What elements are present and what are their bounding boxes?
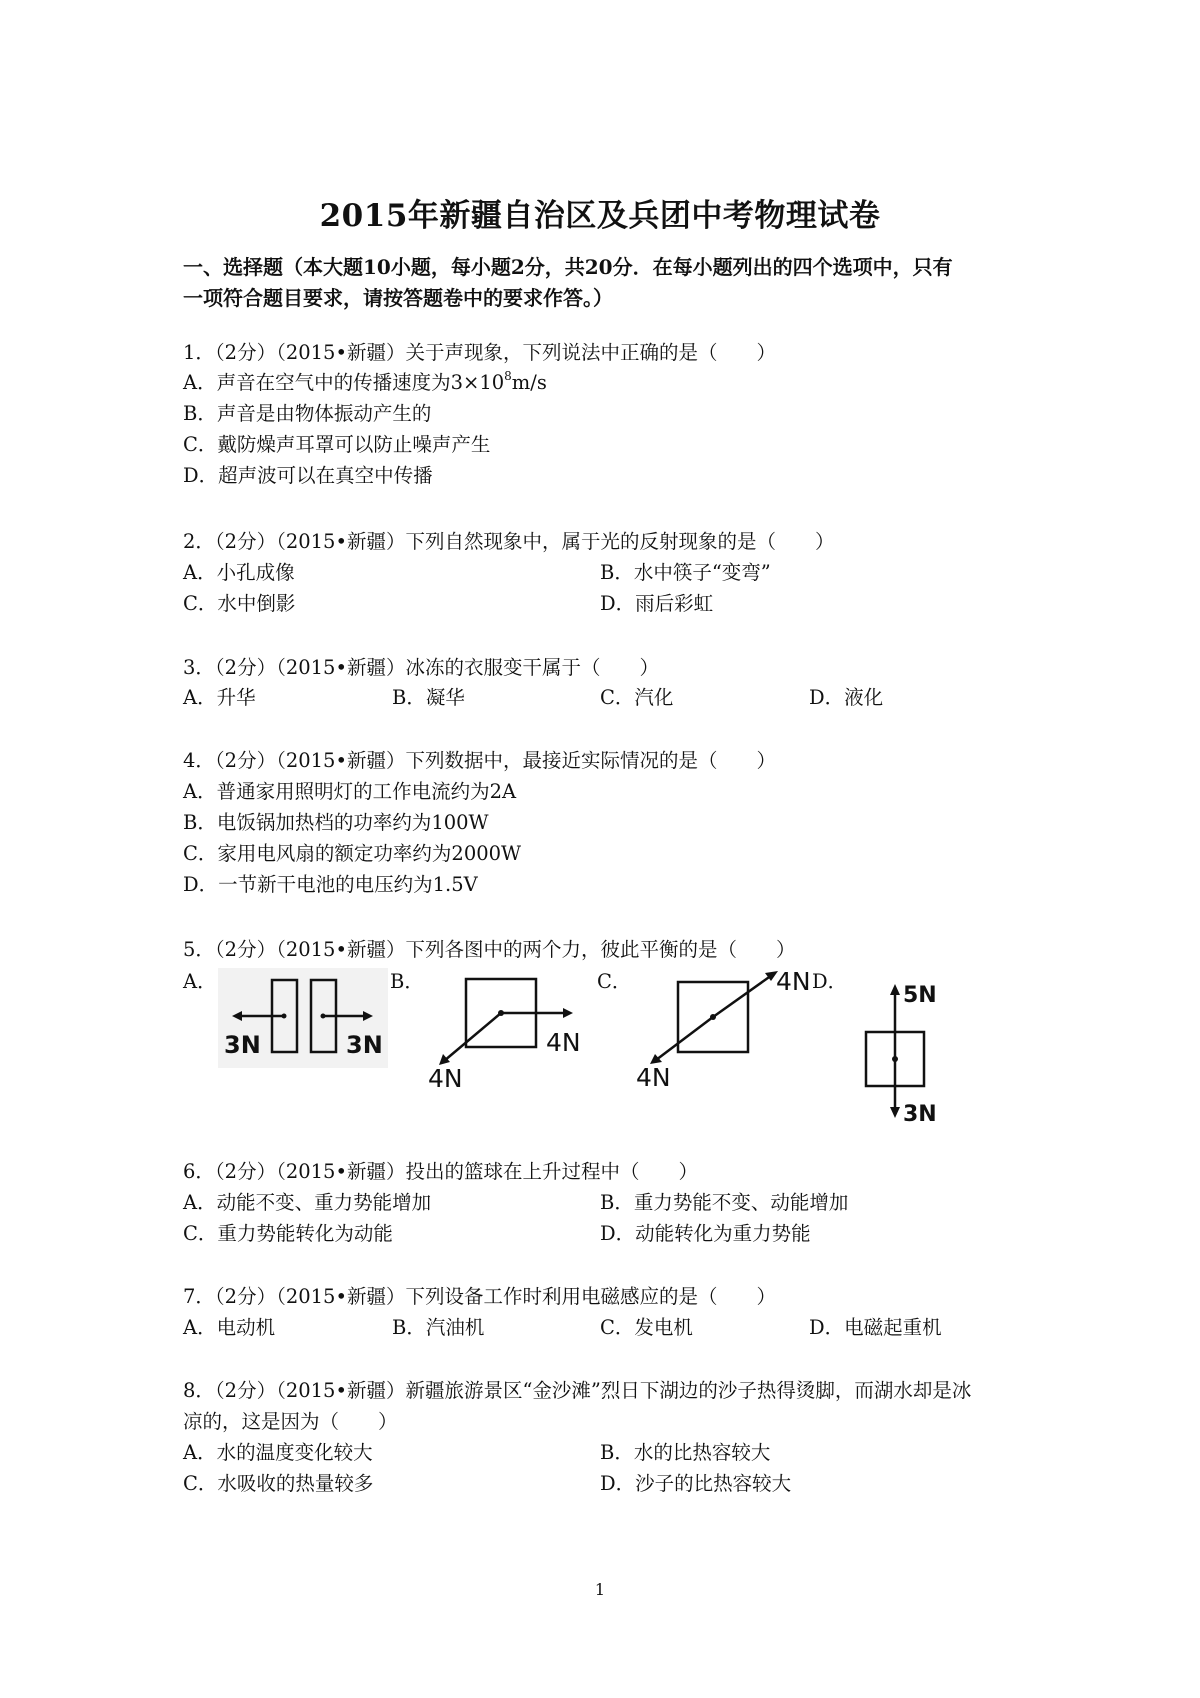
question-3-option-d: D．液化 [809,686,884,709]
question-4-stem: 4．（2分）（2015•新疆）下列数据中，最接近实际情况的是（ ） [183,749,776,772]
question-8-option-a: A．水的温度变化较大 [183,1441,373,1464]
question-6-option-b: B．重力势能不变、动能增加 [600,1191,849,1214]
figure-d-diagram [858,978,968,1128]
question-7-option-b: B．汽油机 [392,1316,485,1339]
question-8-option-d: D．沙子的比热容较大 [600,1472,792,1495]
question-3-stem: 3．（2分）（2015•新疆）冰冻的衣服变干属于（ ） [183,656,659,679]
question-2-option-a: A．小孔成像 [183,561,295,584]
question-2-option-d: D．雨后彩虹 [600,592,714,615]
figure-b-oblique-force [444,1013,501,1061]
question-7-option-d: D．电磁起重机 [809,1316,942,1339]
question-8-stem-line2: 凉的，这是因为（ ） [183,1410,398,1433]
question-2-stem: 2．（2分）（2015•新疆）下列自然现象中，属于光的反射现象的是（ ） [183,530,835,553]
question-6-option-a: A．动能不变、重力势能增加 [183,1191,432,1214]
figure-b-left-label: 4N [428,1064,463,1093]
question-1-option-d: D．超声波可以在真空中传播 [183,464,433,487]
section-heading-line2: 一项符合题目要求，请按答题卷中的要求作答。） [183,286,613,310]
question-5-option-a-label: A． [183,970,217,993]
question-6-stem: 6．（2分）（2015•新疆）投出的篮球在上升过程中（ ） [183,1160,698,1183]
question-5-option-d-label: D． [812,970,848,993]
figure-d-top-label: 5N [903,983,937,1008]
figure-b-right-label: 4N [546,1028,581,1057]
figure-c-top-label: 4N [776,967,811,996]
question-4-option-a: A．普通家用照明灯的工作电流约为2A [183,780,517,803]
figure-a-left-point [282,1014,287,1019]
figure-d-downward-arrowhead [890,1107,900,1118]
figure-c-lower-force [656,1017,713,1060]
question-8-option-b: B．水的比热容较大 [600,1441,771,1464]
question-5-option-c-label: C． [597,970,632,993]
figure-c-diagram [628,960,818,1090]
question-1-stem: 1．（2分）（2015•新疆）关于声现象，下列说法中正确的是（ ） [183,341,776,364]
figure-a-diagram [218,968,388,1068]
question-4-option-d: D．一节新干电池的电压约为1.5V [183,873,478,896]
exponent: 8 [504,369,512,383]
question-3-option-b: B．凝华 [392,686,465,709]
question-1-option-a [183,367,547,398]
figure-c-bottom-label: 4N [636,1063,671,1090]
figure-c-point [710,1014,716,1020]
question-7-option-a: A．电动机 [183,1316,276,1339]
section-heading-line1: 一、选择题（本大题10小题，每小题2分，共20分．在每小题列出的四个选项中，只有 [183,255,953,279]
question-3-option-c: C．汽化 [600,686,674,709]
question-8-option-c: C．水吸收的热量较多 [183,1472,374,1495]
figure-d-point [892,1056,898,1062]
question-4-option-b: B．电饭锅加热档的功率约为100W [183,811,489,834]
figure-b-diagram [420,965,600,1093]
figure-a-left-label: 3N [224,1031,261,1059]
question-3-option-a: A．升华 [183,686,256,709]
unit: m/s [511,371,547,394]
figure-d-upward-arrowhead [890,984,900,995]
figure-a-right-point [321,1014,326,1019]
figure-b-point [498,1010,504,1016]
page-number: 1 [594,1580,606,1599]
question-1-option-b: B．声音是由物体振动产生的 [183,402,432,425]
question-2-option-b: B．水中筷子“变弯” [600,561,771,584]
question-7-stem: 7．（2分）（2015•新疆）下列设备工作时利用电磁感应的是（ ） [183,1285,776,1308]
figure-b-horizontal-arrowhead [563,1008,573,1018]
page-title: 2015年新疆自治区及兵团中考物理试卷 [319,198,881,234]
question-5-option-b-label: B． [390,970,424,993]
question-4-option-c: C．家用电风扇的额定功率约为2000W [183,842,522,865]
question-1-option-c: C．戴防燥声耳罩可以防止噪声产生 [183,433,491,456]
question-5-stem: 5．（2分）（2015•新疆）下列各图中的两个力，彼此平衡的是（ ） [183,938,796,961]
question-7-option-c: C．发电机 [600,1316,693,1339]
figure-d-bottom-label: 3N [903,1102,937,1127]
question-2-option-c: C．水中倒影 [183,592,296,615]
question-6-option-d: D．动能转化为重力势能 [600,1222,811,1245]
option-a-text: A．声音在空气中的传播速度为3×10 [183,371,505,394]
question-6-option-c: C．重力势能转化为动能 [183,1222,393,1245]
figure-a-right-label: 3N [346,1031,383,1059]
question-8-stem-line1: 8．（2分）（2015•新疆）新疆旅游景区“金沙滩”烈日下湖边的沙子热得烫脚，而湖水却是冰 [183,1379,972,1402]
